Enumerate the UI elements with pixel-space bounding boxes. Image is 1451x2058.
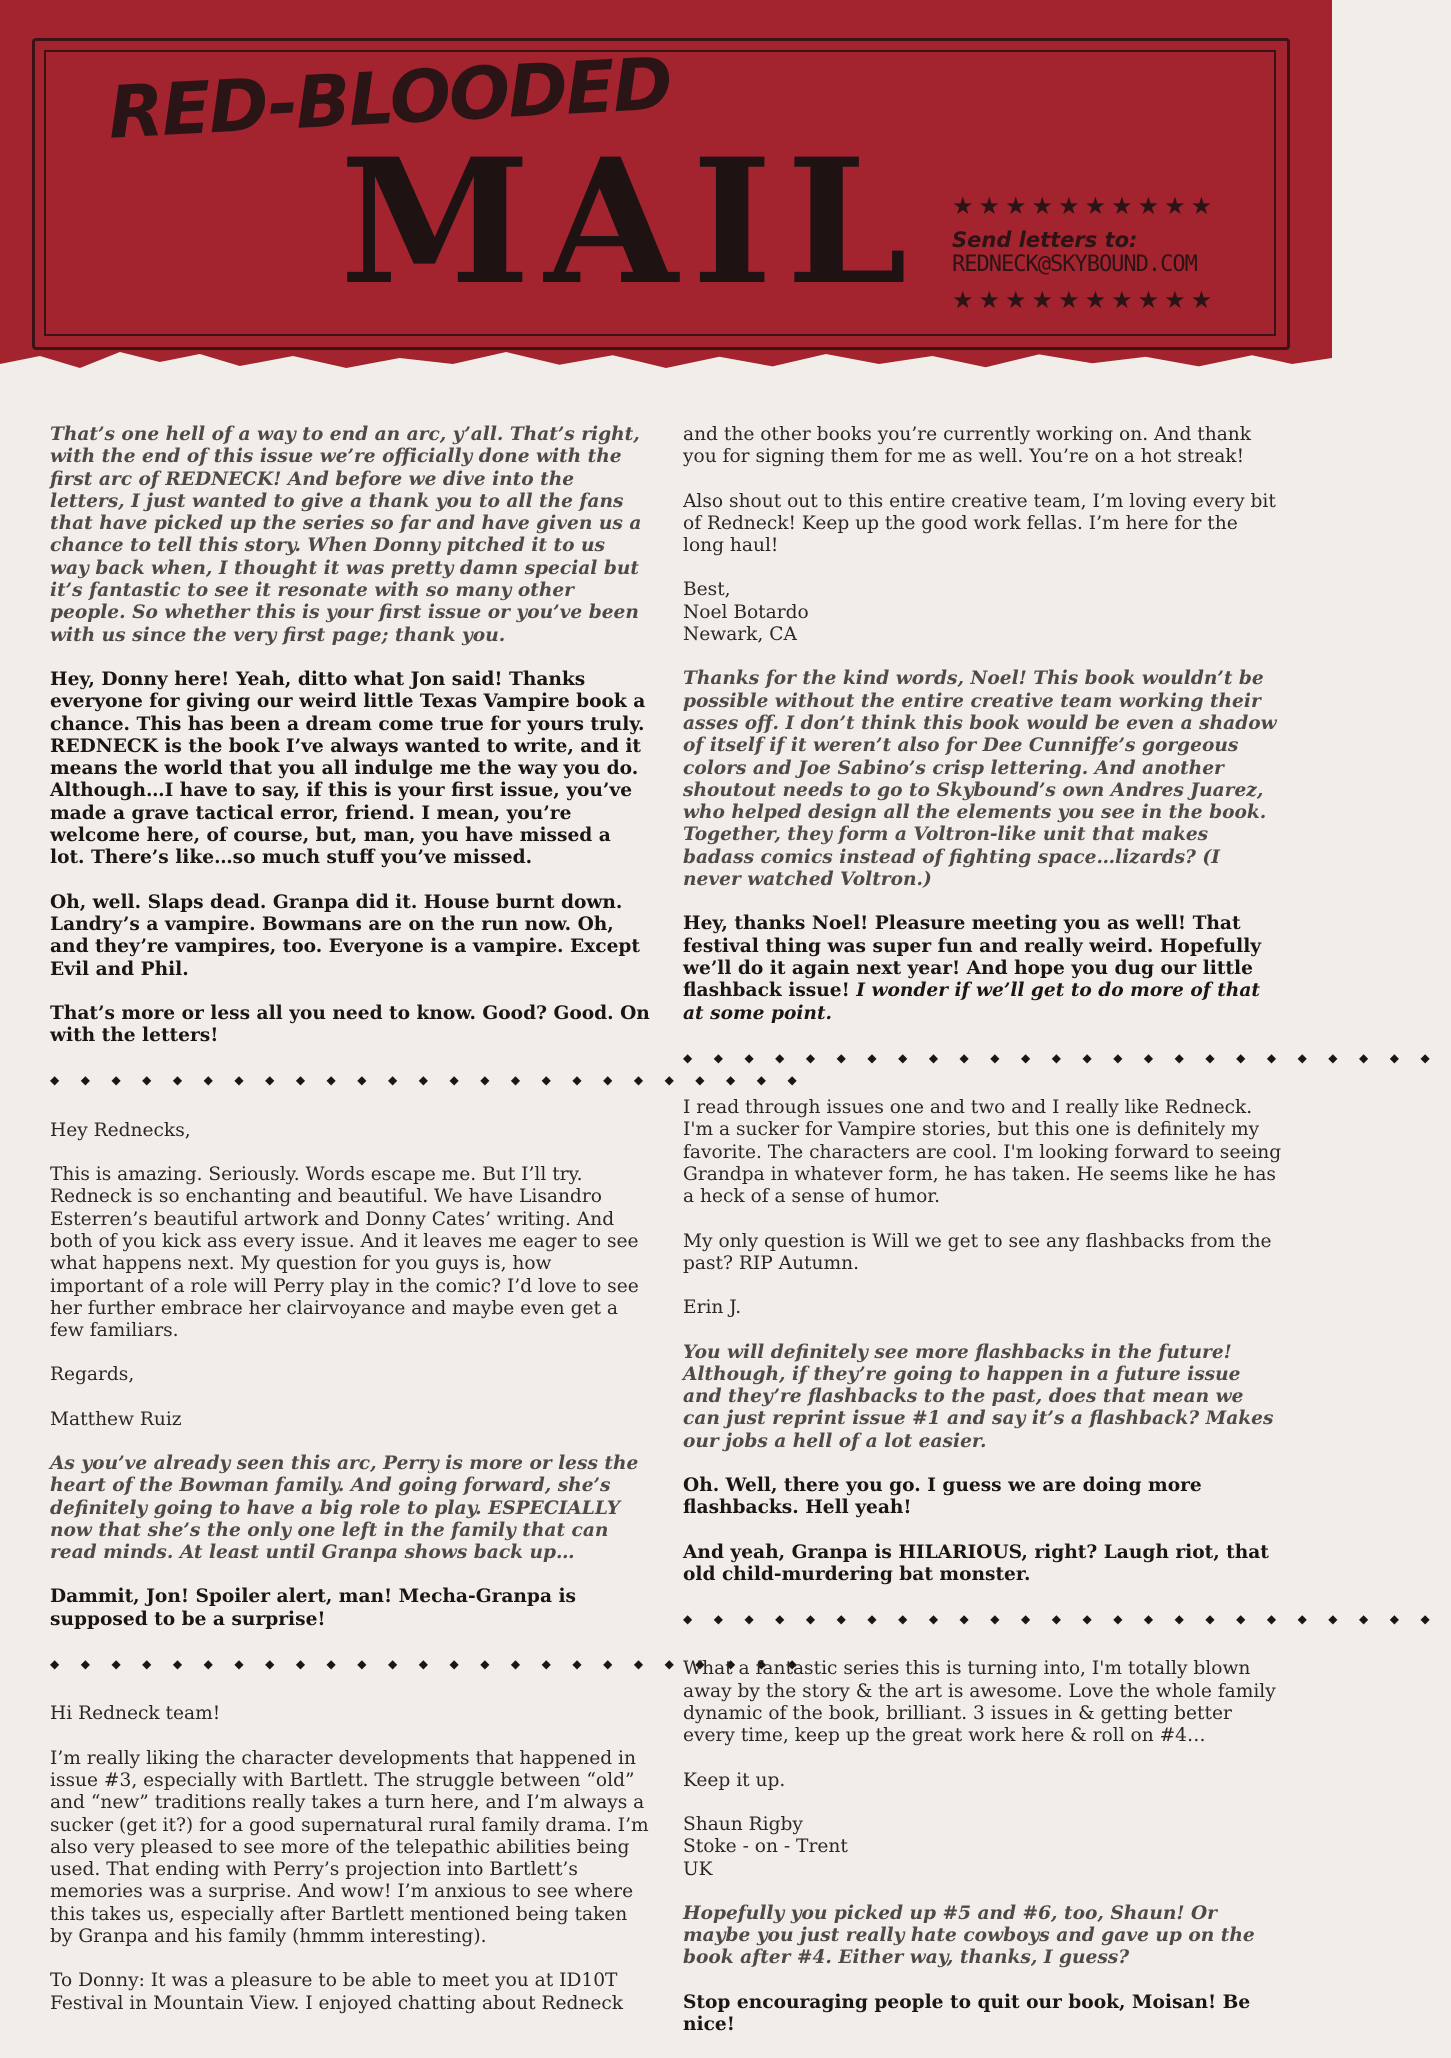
letter-signoff: Keep it up. [683, 1769, 786, 1791]
editor-reply: Thanks for the kind words, Noel! This book wouldn’t be possible without the entire creative team working their asses off. I don’t think this book would be even a shadow of itself if it weren’t also for Dee Cunniffe’s gorgeous colors and Joe Sabino’s crisp lettering. And another shoutout needs to go to Skybound’s own Andres Juarez, who helped design all the elements you see in the book. Together, they form a Voltron-like unit that makes badass comics instead of fighting space…lizards? (I never watched Voltron.) [683, 668, 1277, 891]
title-red-blooded: RED-BLOODED [106, 41, 673, 155]
on-with-letters: That’s more or less all you need to know. Good? Good. On with the letters! [50, 1002, 650, 1047]
section-divider: ◆◆◆◆◆◆◆◆◆◆◆◆◆◆◆◆◆◆◆◆◆◆◆◆◆ [50, 1073, 819, 1088]
letter-body: I read through issues one and two and I really like Redneck. I'm a sucker for Vampire stories, but this one is definitely my favorite. The characters are cool. I'm looking forward to seeing Grandpa in whatever form, he has taken. He seems like he has a heck of a sense of humor. [683, 1097, 1282, 1208]
right-column [683, 424, 1451, 2058]
letter-body: I’m really liking the character developments that happened in issue #3, especially with Bartlett. The struggle between “old” and “new” traditions really takes a turn here, and I’m always a sucker (get it?) for a good supernatural rural family drama. I’m also very pleased to see more of the telepathic abilities being used. That ending with Perry’s projection into Bartlett’s memories was a surprise. And wow! I’m anxious to see where this takes us, especially after Bartlett mentioned being taken by Granpa and his family (hmmm interesting). [50, 1747, 649, 1948]
writer-reply-text: Hey, thanks Noel! Pleasure meeting you as well! That festival thing was super fun and really weird. Hopefully we’ll do it again next year! And hope you dug our little flashback issue! [683, 913, 1262, 1002]
editor-reply: As you’ve already seen this arc, Perry is more or less the heart of the Bowman family. And going forward, she’s definitely going to have a big role to play. ESPECIALLY now that she’s the only one left in the family that can read minds. At least until Granpa shows back up… [50, 1452, 639, 1564]
letter-signature [683, 1814, 1283, 1881]
donny-intro: Hey, Donny here! Yeah, ditto what Jon said! Thanks everyone for giving our weird little Texas Vampire book a chance. This has been a dream come true for yours truly. REDNECK is the book I’ve always wanted to write, and it means the world that you all indulge me the way you do. Although…I have to say, if this is your first issue, you’ve made a grave tactical error, friend. I mean, you’re welcome here, of course, but, man, you have missed a lot. There’s like…so much stuff you’ve missed. [50, 668, 646, 869]
editor-reply: You will definitely see more flashbacks in the future! Although, if they’re going to happen in a future issue and they’re flashbacks to the past, does that mean we can just reprint issue #1 and say it’s a flashback? Makes our jobs a hell of a lot easier. [683, 1341, 1274, 1452]
writer-reply [683, 913, 1283, 1024]
recap-paragraph: Oh, well. Slaps dead. Granpa did it. House burnt down. Landry’s a vampire. Bowmans are on the run now. Oh, and they’re vampires, too. Everyone is a vampire. Except Evil and Phil. [50, 891, 640, 980]
letter-country: UK [683, 1858, 713, 1880]
letter-author: Erin J. [683, 1297, 742, 1319]
letter-location: Stoke - on - Trent [683, 1836, 848, 1858]
writer-reply-italic: I wonder if we’ll get to do more of that at some point. [683, 980, 1260, 1024]
letter-location: Newark, CA [683, 624, 797, 646]
section-divider: ◆◆◆◆◆◆◆◆◆◆◆◆◆◆◆◆◆◆◆◆◆◆◆◆◆ [683, 1612, 1451, 1627]
section-divider: ◆◆◆◆◆◆◆◆◆◆◆◆◆◆◆◆◆◆◆◆◆◆◆◆◆ [50, 1657, 819, 1672]
writer-reply: Oh. Well, there you go. I guess we are doing more flashbacks. Hell yeah! [683, 1474, 1202, 1519]
letter-body: This is amazing. Seriously. Words escape me. But I’ll try. Redneck is so enchanting and beautiful. We have Lisandro Esterren’s beautiful artwork and Donny Cates’ writing. And both of you kick ass every issue. And it leaves me eager to see what happens next. My question for you guys is, how important of a role will Perry play in the comic? I’d love to see her further embrace her clairvoyance and maybe even get a few familiars. [50, 1164, 639, 1342]
letter-shoutout: Also shout out to this entire creative team, I’m loving every bit of Redneck! Keep up the good work fellas. I’m here for the long haul! [683, 490, 1276, 557]
letter-body: What a fantastic series this is turning into, I'm totally blown away by the story & the art is awesome. Love the whole family dynamic of the book, brilliant. 3 issues in & getting better every time, keep up the great work here & roll on #4… [683, 1658, 1276, 1747]
letter-greeting: Hey Rednecks, [50, 1119, 191, 1141]
writer-reply: Dammit, Jon! Spoiler alert, man! Mecha-Granpa is supposed to be a surprise! [50, 1586, 576, 1630]
writer-reply: Stop encouraging people to quit our book, Moisan! Be nice! [683, 1991, 1251, 2036]
letter-signature [683, 579, 1283, 646]
section-divider: ◆◆◆◆◆◆◆◆◆◆◆◆◆◆◆◆◆◆◆◆◆◆◆◆◆ [683, 1050, 1451, 1065]
send-letters-email: REDNECK@SKYBOUND.COM [952, 252, 1197, 277]
letter-signoff: Regards, [50, 1364, 135, 1386]
writer-reply-2: And yeah, Granpa is HILARIOUS, right? Laugh riot, that old child-murdering bat monster. [683, 1541, 1269, 1585]
letter-author: Shaun Rigby [683, 1813, 803, 1835]
letter-signoff: Best, [683, 579, 731, 601]
editor-reply: Hopefully you picked up #5 and #6, too, Shaun! Or maybe you just really hate cowboys and gave up on the book after #4. Either way, thanks, I guess? [683, 1902, 1255, 1969]
stars-bottom-row: ★★★★★★★★★★ [952, 286, 1218, 314]
letter-body-continued: To Donny: It was a pleasure to be able to meet you at ID10T Festival in Mountain View. I enjoyed chatting about Redneck [50, 1970, 624, 2014]
letter-author: Noel Botardo [683, 601, 809, 623]
letter-question: My only question is Will we get to see any flashbacks from the past? RIP Autumn. [683, 1230, 1272, 1274]
letter-body-continued: and the other books you’re currently working on. And thank you for signing them for me as well. You’re on a hot streak! [683, 424, 1252, 468]
letter-greeting: Hi Redneck team! [50, 1703, 221, 1725]
letter-author: Matthew Ruiz [50, 1408, 182, 1430]
mail-header [0, 0, 1332, 378]
stars-top-row: ★★★★★★★★★★ [952, 192, 1218, 220]
send-letters-label: Send letters to: [952, 228, 1138, 252]
editor-intro: That’s one hell of a way to end an arc, y’all. That’s right, with the end of this issue we’re officially done with the first arc of REDNECK! And before we dive into the letters, I just wanted to give a thank you to all the fans that have picked up the series so far and have given us a chance to tell this story. When Donny pitched it to us way back when, I thought it was pretty damn special but it’s fantastic to see it resonate with so many other people. So whether this is your first issue or you’ve been with us since the very first page; thank you. [50, 424, 642, 646]
title-mail: MAIL [340, 120, 922, 323]
